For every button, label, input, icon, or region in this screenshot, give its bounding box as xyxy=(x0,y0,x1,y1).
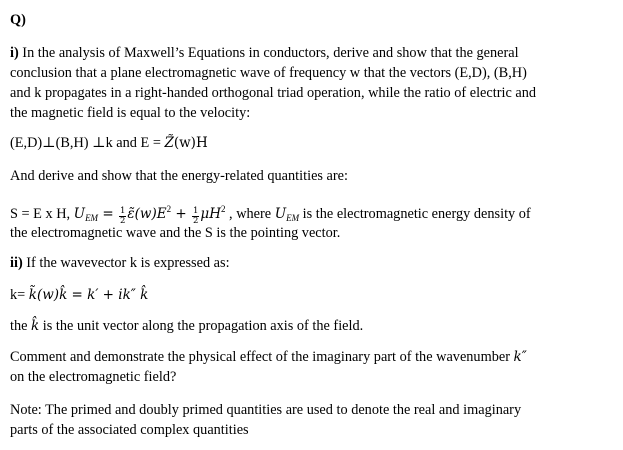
question-label: Q) xyxy=(10,12,26,28)
part-ii-label: ii) xyxy=(10,255,23,271)
energy-description: is the electromagnetic energy density of xyxy=(299,206,531,222)
equals-sign: = xyxy=(98,206,118,222)
energy-intro: And derive and show that the energy-related quantities are: xyxy=(10,168,348,184)
part-i-line-2: conclusion that a plane electromagnetic wave of frequency w that the vectors (E,D), (B,H) xyxy=(10,65,527,81)
energy-subscript-2: EM xyxy=(286,213,300,223)
square-exponent: 2 xyxy=(166,204,172,214)
energy-density-symbol-2: U xyxy=(274,206,287,222)
unit-vector-symbol: k̂ xyxy=(31,318,40,334)
part-i-line-3: and k propagates in a right-handed orthogonal triad operation, while the ratio of electric and xyxy=(10,85,537,101)
imaginary-wavenumber-symbol: k″ xyxy=(513,349,527,365)
comment-line-1: Comment and demonstrate the physical effect of the imaginary part of the wavenumber k″ xyxy=(10,349,527,365)
wavevector-prefix: k= xyxy=(10,287,29,303)
formula-tail: (w)H xyxy=(173,135,208,151)
part-ii-text-1: If the wavevector k is expressed as: xyxy=(22,255,230,271)
note-line-1: Note: The primed and doubly primed quantities are used to denote the real and imaginary xyxy=(10,402,522,418)
energy-line-2: the electromagnetic wave and the S is the pointing vector. xyxy=(10,225,341,241)
part-i-line-1 xyxy=(10,43,519,63)
part-i-label: i) xyxy=(10,45,19,61)
energy-subscript: EM xyxy=(85,213,99,223)
note-line-2: parts of the associated complex quantities xyxy=(10,422,249,438)
wavevector-expression: k̃(w)k̂ = k′ + ik″ k̂ xyxy=(28,287,149,303)
part-i-line-4: the magnetic field is equal to the velocity: xyxy=(10,105,251,121)
plus-sign: + xyxy=(171,206,191,222)
permittivity-term: ε̃(w)E xyxy=(127,206,167,222)
part-i-text-1: In the analysis of Maxwell’s Equations in conductors, derive and show that the general xyxy=(18,45,519,61)
part-ii-line-1 xyxy=(10,253,230,273)
energy-density-symbol: U xyxy=(73,206,86,222)
half-fraction-2: $\frac{1}{2}$ xyxy=(193,206,199,226)
where-text: , where xyxy=(225,206,275,222)
formula-text: (E,D)⊥(B,H) ⊥k and E = xyxy=(10,135,165,151)
square-exponent-2: 2 xyxy=(220,204,226,214)
permeability-term: μH xyxy=(200,206,221,222)
half-fraction: $\frac{1}{2}$ xyxy=(119,206,126,226)
unit-vector-line: the k̂ is the unit vector along the propagation axis of the field. xyxy=(10,318,364,334)
poynting-formula: S = E x H, xyxy=(10,206,74,222)
comment-line-2: on the electromagnetic field? xyxy=(10,369,177,385)
orthogonality-formula xyxy=(10,133,208,153)
impedance-symbol: Z̃ xyxy=(164,135,174,151)
wavevector-formula xyxy=(10,285,148,305)
